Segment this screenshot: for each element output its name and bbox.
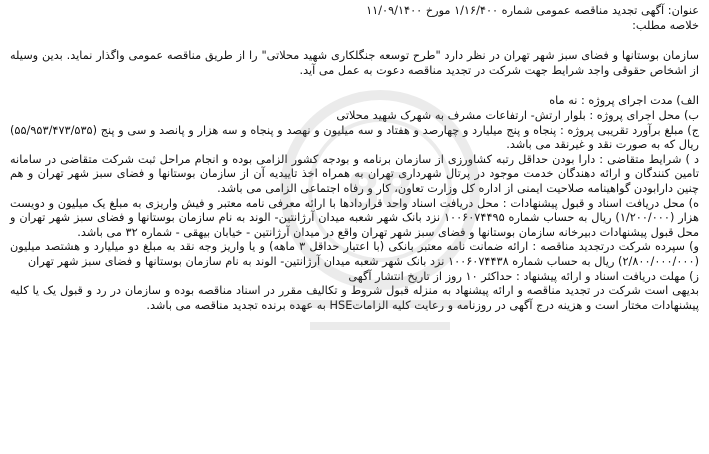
item-document-collection: ه) محل دریافت اسناد و قبول پیشنهادات : محل دریافت اسناد واحد قراردادها با ارائه معرفی نامه معتبر و فیش واریزی به مبلغ یک میلیون و دویست هزار (۱/۲۰۰/۰۰۰) ریال به حساب شماره ۱۰۰۶۰۷۴۴۹۵ نزد بانک شهر شعبه میدان آرژانتین- الوند به نام سازمان بوستانها و فضای سبز شهر تهران و محل قبول پیشنهادات دبیرخانه سازمان بوستانها و فضای سبز شهر تهران واقع در میدان آرژانتین - خیابان بیهقی - شماره ۳۲ می باشد. xyxy=(10,196,700,239)
item-location: ب) محل اجرای پروژه : بلوار ارتش- ارتفاعات مشرف به شهرک شهید محلاتی xyxy=(336,108,699,122)
item-deposit: و) سپرده شرکت درتجدید مناقصه : ارائه ضمانت نامه معتبر بانکی (با اعتبار حداقل ۳ ماهه) و یا واریز وجه نقد به مبلغ دو میلیارد و هشتصد میلیون (۲/۸۰۰/۰۰۰/۰۰۰) ریال به حساب شماره ۱۰۰۶۰۷۴۴۳۸ نزد بانک شهر شعبه میدان آرژانتین- الوند به نام سازمان بوستانها و فضای سبز شهر تهران xyxy=(10,240,699,268)
tender-items-list xyxy=(10,94,699,313)
summary-label: خلاصه مطلب: xyxy=(632,18,699,32)
item-estimated-cost: ج) مبلغ برآورد تقریبی پروژه : پنجاه و پنج میلیارد و چهارصد و هفتاد و سه میلیون و نهصد و پنجاه و سه هزار و پانصد و سی و پنج (۵۵/۹۵۳/۴۷۳/۵۳۵) ریال که به صورت نقد و غیرنقد می باشد. xyxy=(10,123,699,152)
item-duration: الف) مدت اجرای پروژه : نه ماه xyxy=(549,94,699,108)
notice-header xyxy=(10,4,699,33)
item-applicant-conditions: د ) شرایط متقاضی : دارا بودن حداقل رتبه کشاورزی از سازمان برنامه و بودجه کشور الزامی بوده و انجام مراحل ثبت شرکت متقاضی در سامانه تامین کنندگان و ارائه دهندگان خدمت موجود در پرتال شهرداری تهران به همراه اخذ تاییدیه آن از سازمان بوستانها و فضای سبز شهر تهران و هم چنین دارابودن گواهینامه صلاحیت ایمنی از اداره کل وزارت تعاون، کار و رفاه اجتماعی الزامی می باشد. xyxy=(10,152,699,195)
intro-paragraph: سازمان بوستانها و فضای سبز شهر تهران در نظر دارد "طرح توسعه جنگلکاری شهید محلاتی" را از طریق مناقصه عمومی واگذار نماید. بدین وسیله از اشخاص حقوقی واجد شرایط جهت شرکت در تجدید مناقصه دعوت به عمل می آید. xyxy=(10,49,699,77)
item-closing-note: بدیهی است شرکت در تجدید مناقصه و ارائه پیشنهاد به منزله قبول شروط و تکالیف مقرر در اسناد مناقصه بوده و سازمان در رد و قبول یک یا کلیه پیشنهادات مختار است و هزینه درج آگهی در روزنامه و رعایت کلیه الزاماتHSE به عهده برنده تجدید مناقصه می باشد. xyxy=(10,284,699,312)
item-deadline: ز) مهلت دریافت اسناد و ارائه پیشنهاد : حداکثر ۱۰ روز از تاریخ انتشار آگهی xyxy=(348,269,699,283)
notice-title: عنوان: آگهی تجدید مناقصه عمومی شماره ۱/۱۶/۴۰۰ مورخ ۱۱/۰۹/۱۴۰۰ xyxy=(366,4,699,17)
svg-text:88: 88 xyxy=(346,164,414,220)
